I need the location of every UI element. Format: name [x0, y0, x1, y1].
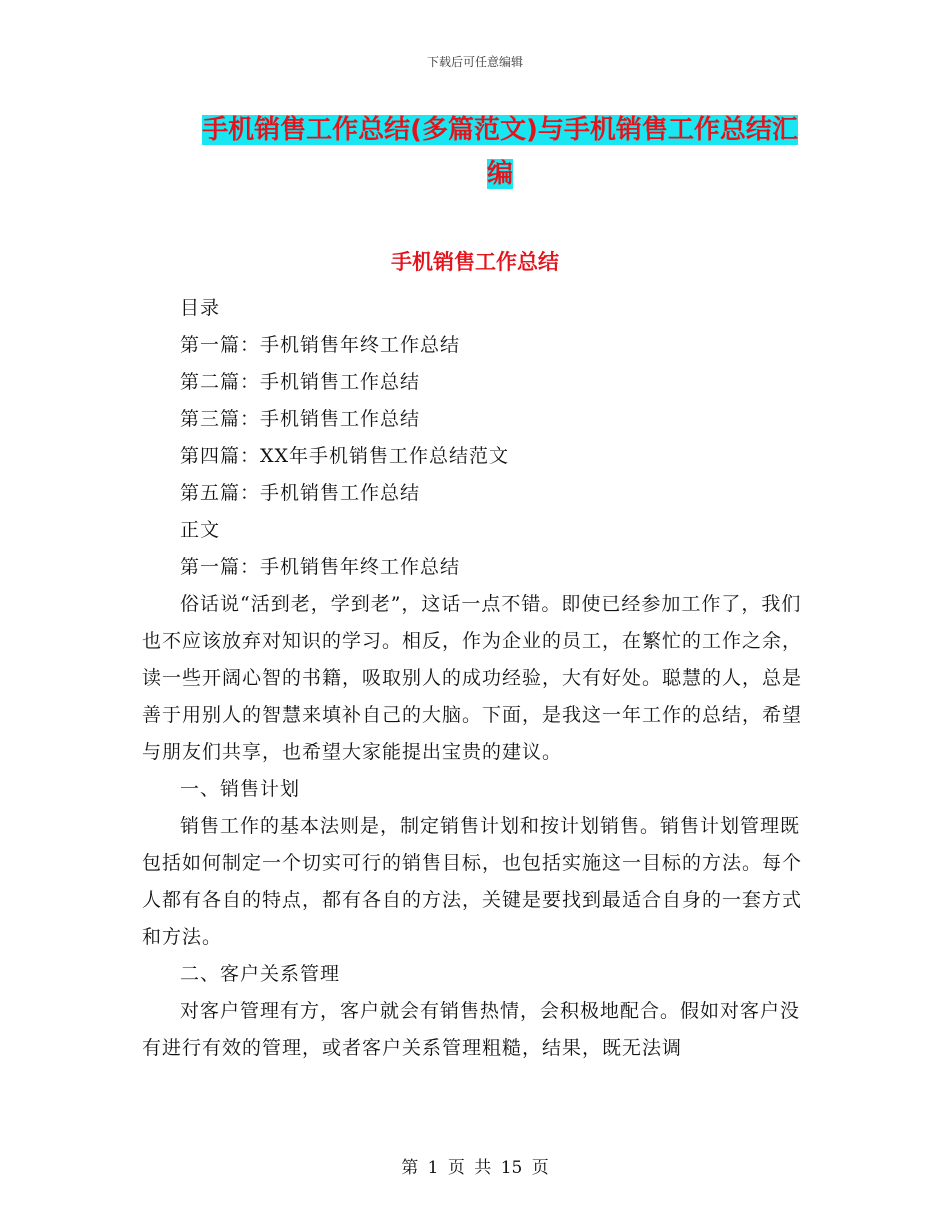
page-footer: 第 1 页 共 15 页	[401, 1158, 549, 1178]
toc-item-3: 第三篇：手机销售工作总结	[180, 408, 421, 430]
toc-item-4: 第四篇：XX年手机销售工作总结范文	[180, 445, 510, 467]
toc-item-5: 第五篇：手机销售工作总结	[180, 482, 421, 504]
heading-customer-relations: 二、客户关系管理	[180, 963, 341, 985]
document-title-line-1: 手机销售工作总结(多篇范文)与手机销售工作总结汇	[202, 115, 798, 145]
body-label: 正文	[180, 519, 221, 541]
document-body	[142, 290, 802, 1067]
heading-sales-plan: 一、销售计划	[180, 778, 301, 800]
paragraph-intro: 俗话说“活到老，学到老”，这话一点不错。即使已经参加工作了，我们也不应该放弃对知识的学习。相反，作为企业的员工，在繁忙的工作之余，读一些开阔心智的书籍，吸取别人的成功经验，大有好处。聪慧的人，总是善于用别人的智慧来填补自己的大脑。下面，是我这一年工作的总结，希望与朋友们共享，也希望大家能提出宝贵的建议。	[142, 593, 803, 763]
paragraph-customer-relations: 对客户管理有方，客户就会有销售热情，会积极地配合。假如对客户没有进行有效的管理，或者客户关系管理粗糙，结果，既无法调	[142, 1000, 801, 1059]
body-first-heading: 第一篇：手机销售年终工作总结	[180, 556, 461, 578]
header-note: 下载后可任意编辑	[426, 55, 523, 69]
toc-item-2: 第二篇：手机销售工作总结	[180, 371, 421, 393]
section-title: 手机销售工作总结	[391, 250, 559, 274]
paragraph-sales-plan: 销售工作的基本法则是，制定销售计划和按计划销售。销售计划管理既包括如何制定一个切实可行的销售目标，也包括实施这一目标的方法。每个人都有各自的特点，都有各自的方法，关键是要找到最适合自身的一套方式和方法。	[142, 815, 803, 948]
toc-label: 目录	[180, 297, 221, 319]
toc-item-1: 第一篇：手机销售年终工作总结	[180, 334, 461, 356]
document-title-line-2: 编	[486, 159, 513, 189]
document-title	[150, 108, 850, 196]
